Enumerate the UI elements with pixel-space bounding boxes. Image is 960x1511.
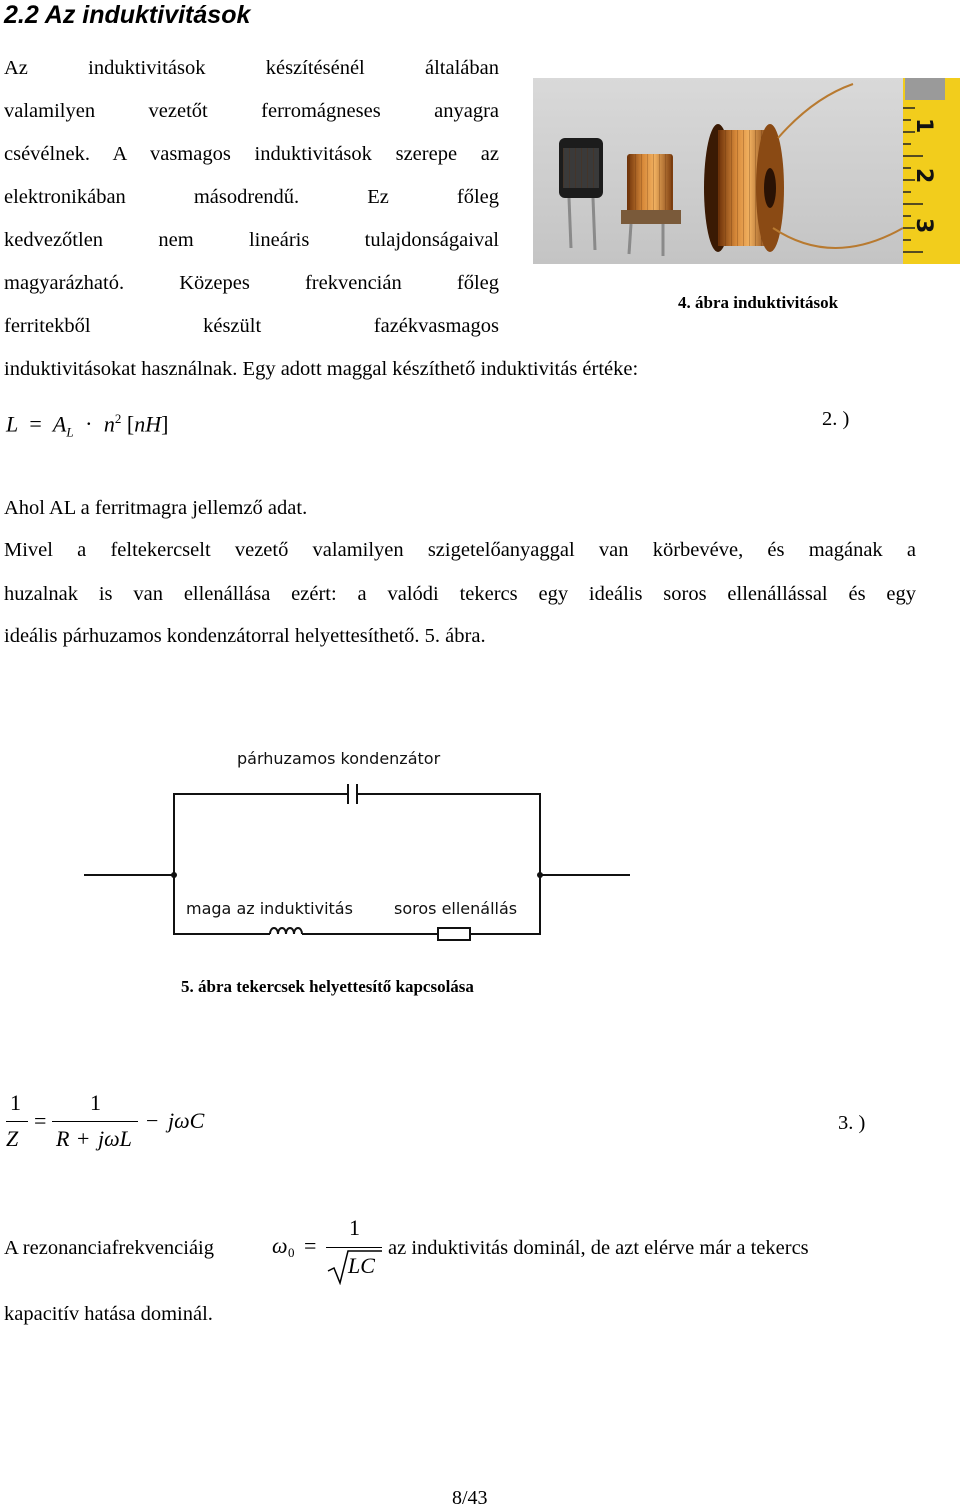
intro-line: magyarázható. Közepes frekvencián főleg — [4, 272, 499, 294]
resonance-last-line: kapacitív hatása dominál. — [4, 1303, 213, 1325]
intro-line: kedvezőtlen nem lineáris tulajdonságaival — [4, 229, 499, 251]
eq3-fraction-bar — [52, 1121, 138, 1122]
intro-line: Az induktivitások készítésénél általában — [4, 57, 499, 79]
omega: ω — [272, 1233, 288, 1258]
section-title: 2.2 Az induktivitások — [4, 1, 251, 29]
ruler-mark: 1 — [911, 118, 936, 134]
eq3-one: 1 — [10, 1090, 21, 1115]
resonance-den: LC — [348, 1253, 375, 1278]
equation-2 — [6, 404, 169, 440]
eq2-unit: nH — [134, 411, 162, 437]
eq2-A: A — [52, 411, 67, 437]
omega-sub: 0 — [288, 1245, 295, 1260]
equivalent-circuit — [80, 740, 640, 950]
resistor-label: soros ellenállás — [394, 899, 518, 918]
eq2-rbracket: ] — [161, 411, 169, 437]
figure5-caption: 5. ábra tekercsek helyettesítő kapcsolása — [181, 977, 474, 996]
eq3-Z: Z — [6, 1126, 19, 1151]
eq3-den-R: R — [56, 1126, 70, 1151]
intro-line: elektronikában másodrendű. Ez főleg — [4, 186, 499, 208]
paragraph-line: huzalnak is van ellenállása ezért: a valódi tekercs egy ideális soros ellenállással és egy — [4, 583, 916, 605]
eq3-jwC: jωC — [168, 1108, 205, 1133]
intro-line: valamilyen vezetőt ferromágneses anyagra — [4, 100, 499, 122]
eq2-equals: = — [29, 411, 42, 437]
eq3-num: 1 — [90, 1090, 101, 1115]
inductor-symbol — [270, 928, 302, 934]
eq2-lbracket: [ — [126, 411, 135, 437]
eq3-fraction-bar — [6, 1121, 28, 1122]
eq3-den-jwL: jωL — [98, 1126, 132, 1151]
paragraph-2 — [4, 535, 916, 623]
ruler-mark: 3 — [911, 218, 936, 234]
inductor-label: maga az induktivitás — [186, 899, 353, 918]
intro-line: csévélnek. A vasmagos induktivitások szerepe az — [4, 143, 499, 165]
resistor-symbol — [438, 928, 470, 940]
intro-line: ferritekből készült fazékvasmagos — [4, 315, 499, 337]
eq2-dot: · — [85, 411, 93, 437]
equation-2-number: 2. ) — [822, 408, 850, 430]
resonance-before: A rezonanciafrekvenciáig — [4, 1237, 215, 1259]
eq2-n: n — [103, 411, 115, 437]
eq2-L: L — [6, 411, 18, 437]
intro-last-line: induktivitásokat használnak. Egy adott maggal készíthető induktivitás értéke: — [4, 358, 639, 380]
resonance-fraction-bar — [326, 1247, 382, 1248]
paragraph-line: Mivel a feltekercselt vezető valamilyen szigetelőanyaggal van körbevéve, és magának a — [4, 539, 916, 561]
eq2-exp: 2 — [114, 411, 122, 426]
capacitor-label: párhuzamos kondenzátor — [237, 749, 441, 768]
equation-3 — [0, 1090, 960, 1160]
resonance-equals: = — [304, 1233, 317, 1258]
inductors-photo — [533, 78, 960, 264]
resonance-num: 1 — [349, 1215, 360, 1240]
resonance-after: az induktivitás dominál, de azt elérve már a tekercs — [388, 1237, 809, 1259]
ruler-mark: 2 — [911, 168, 936, 184]
paragraph-2-last-line: ideális párhuzamos kondenzátorral helyettesíthető. 5. ábra. — [4, 625, 486, 647]
eq2-A-sub: L — [66, 424, 74, 440]
eq3-equals: = — [34, 1108, 47, 1133]
al-line: Ahol AL a ferritmagra jellemző adat. — [4, 497, 308, 519]
eq3-minus: − — [146, 1108, 159, 1133]
equation-3-number: 3. ) — [838, 1112, 866, 1134]
eq3-plus: + — [77, 1126, 90, 1151]
figure4-caption: 4. ábra induktivitások — [678, 293, 839, 312]
resonance-line — [0, 1215, 960, 1285]
intro-paragraph — [4, 53, 499, 354]
page-number: 8/43 — [452, 1487, 488, 1509]
